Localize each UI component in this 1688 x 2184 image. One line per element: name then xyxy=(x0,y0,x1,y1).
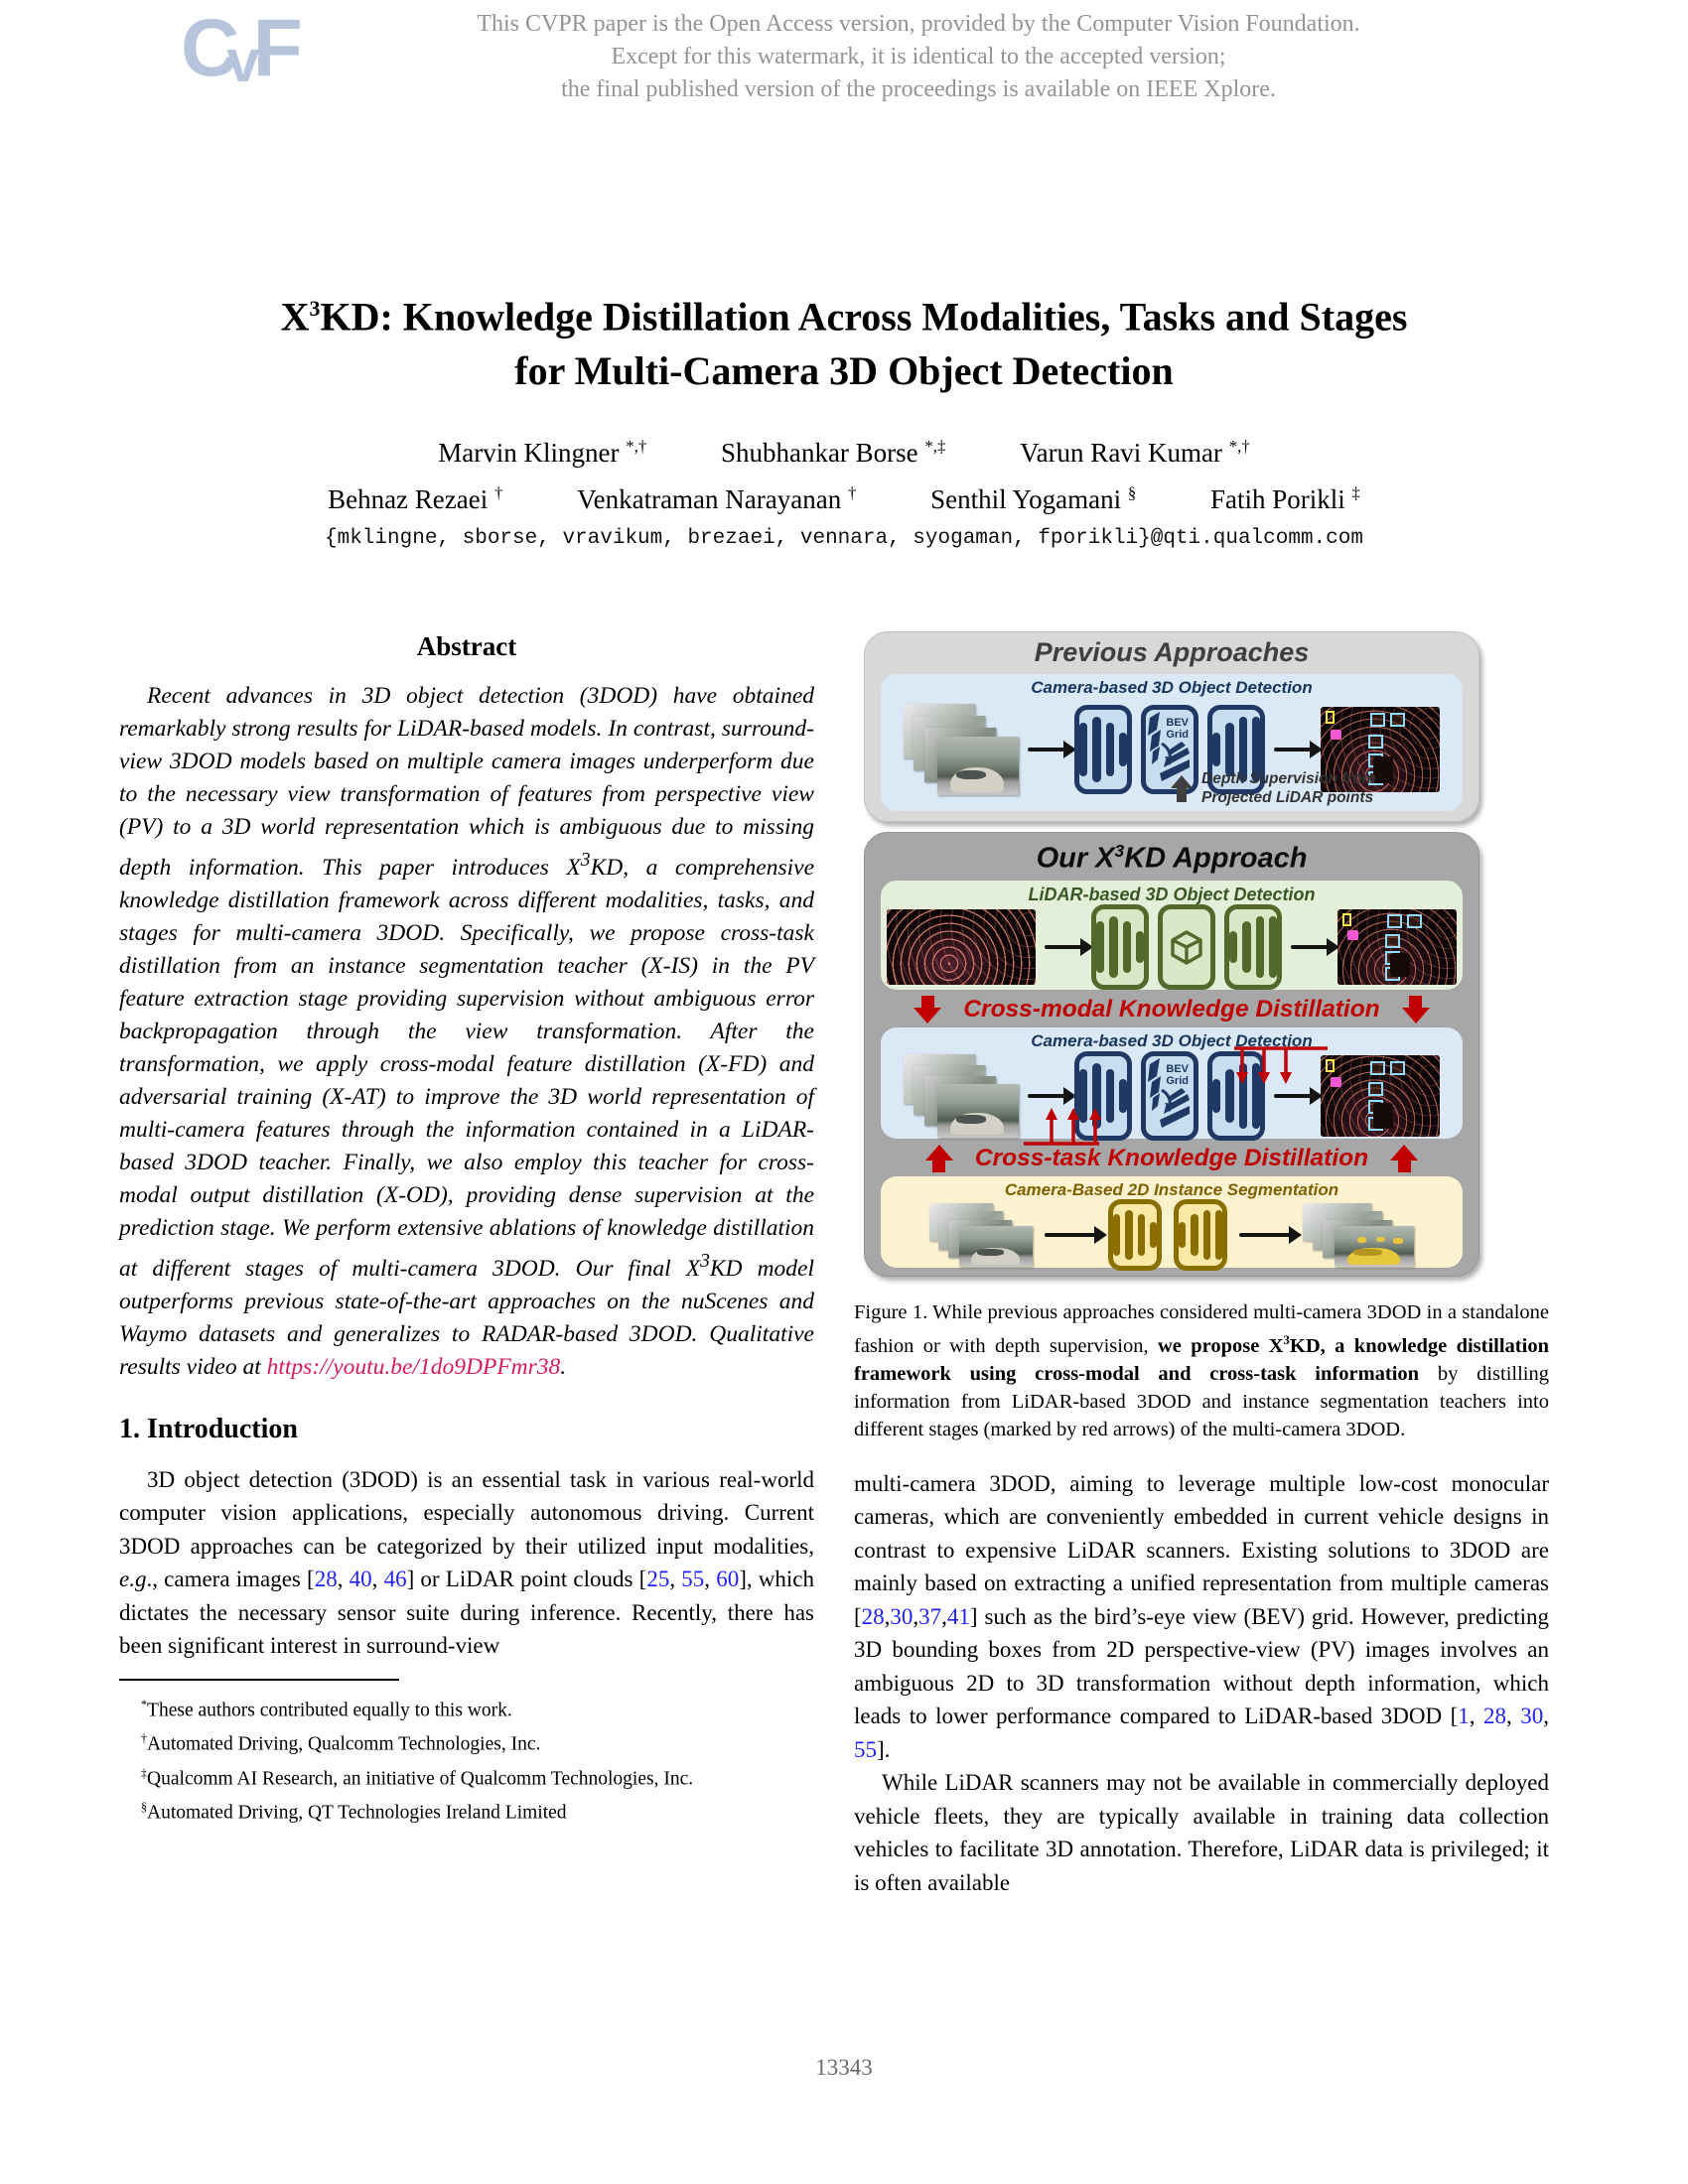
author: Behnaz Rezaei † xyxy=(328,483,503,514)
footnote-rule xyxy=(119,1679,399,1681)
lidar-3dod-label: LiDAR-based 3D Object Detection xyxy=(1028,885,1316,904)
citation-link[interactable]: 60 xyxy=(716,1567,740,1592)
citation-link[interactable]: 55 xyxy=(854,1736,877,1762)
paper-title xyxy=(0,281,1688,398)
authors-row-1 xyxy=(0,437,1688,469)
footnote: *These authors contributed equally to this work. xyxy=(141,1697,512,1721)
page-number: 13343 xyxy=(815,2055,873,2080)
up-arrow-icon xyxy=(1171,775,1193,802)
footnote: §Automated Driving, QT Technologies Ireland Limited xyxy=(141,1800,567,1824)
citation-link[interactable]: 55 xyxy=(681,1567,705,1592)
citation-link[interactable]: 40 xyxy=(349,1567,372,1592)
citation-link[interactable]: 46 xyxy=(383,1567,407,1592)
camera-image-stack xyxy=(904,1054,1019,1138)
detection-output-image xyxy=(1337,909,1457,985)
author: Fatih Porikli ‡ xyxy=(1210,483,1360,514)
right-arrow-icon xyxy=(1028,1094,1065,1098)
citation-link[interactable]: 30 xyxy=(1520,1704,1544,1729)
previous-approaches-panel xyxy=(864,631,1479,822)
down-arrow-icon xyxy=(914,996,941,1024)
footnote: †Automated Driving, Qualcomm Technologies, Inc. xyxy=(141,1731,541,1755)
footnote: ‡Qualcomm AI Research, an initiative of Qualcomm Technologies, Inc. xyxy=(141,1765,694,1790)
lidar-3dod-flow xyxy=(881,906,1463,988)
cross-modal-kd-row xyxy=(865,992,1478,1027)
right-arrow-icon xyxy=(1045,1233,1096,1237)
right-arrow-icon xyxy=(1028,748,1065,751)
camera-image-stack xyxy=(904,704,1019,795)
authors-row-2 xyxy=(0,483,1688,515)
author: Shubhankar Borse *,‡ xyxy=(720,437,946,468)
x3kd-approach-panel xyxy=(864,832,1479,1277)
detection-output-image xyxy=(1321,1055,1440,1137)
camera-3dod-student-subpanel xyxy=(881,1027,1463,1139)
up-arrow-icon xyxy=(925,1145,953,1172)
abstract-heading: Abstract xyxy=(416,631,517,661)
citation-link[interactable]: 28 xyxy=(861,1603,885,1629)
body-paragraph: While LiDAR scanners may not be available in commercially deployed vehicle fleets, they are typically available in training data collection vehicles to facilitate 3D annotation. Therefore, LiDAR data is privileged; it is often available xyxy=(854,1770,1549,1895)
citation-link[interactable]: 41 xyxy=(946,1603,970,1629)
watermark-line: Except for this watermark, it is identical to the accepted version; xyxy=(611,44,1226,69)
voxel-cube-icon xyxy=(1158,904,1215,990)
camera-3dod-label: Camera-based 3D Object Detection xyxy=(1031,1031,1313,1050)
author: Varun Ravi Kumar *,† xyxy=(1020,437,1250,468)
right-arrow-icon xyxy=(1291,945,1329,949)
authors-email[interactable]: {mklingne, sborse, vravikum, brezaei, vennara, syogaman, fporikli}@qti.qualcomm.com xyxy=(325,527,1363,550)
author: Senthil Yogamani § xyxy=(930,483,1137,514)
detection-box xyxy=(1326,711,1335,724)
cross-task-kd-row xyxy=(865,1141,1478,1176)
camera-3dod-label: Camera-based 3D Object Detection xyxy=(1031,678,1313,697)
author: Venkatraman Narayanan † xyxy=(577,483,857,514)
author: Marvin Klingner *,† xyxy=(438,437,647,468)
up-arrow-icon xyxy=(1390,1145,1418,1172)
paper-title-line2: for Multi-Camera 3D Object Detection xyxy=(514,348,1174,394)
open-access-watermark xyxy=(149,8,1688,106)
right-arrow-icon xyxy=(1239,1233,1291,1237)
x3kd-approach-title: Our $X^3KD$ Approach xyxy=(1036,841,1308,875)
instance-seg-label: Camera-Based 2D Instance Segmentation xyxy=(1004,1180,1339,1199)
figure-1 xyxy=(864,631,1479,1277)
right-arrow-icon xyxy=(1274,1094,1312,1098)
external-link[interactable]: https://youtu.be/1do9DPFmr38 xyxy=(266,1353,561,1380)
depth-supervision-note: Depth Supervision from Projected LiDAR points xyxy=(1171,769,1376,807)
cross-task-kd-label: Cross-task Knowledge Distillation xyxy=(974,1145,1369,1171)
introduction-paragraph: 3D object detection (3DOD) is an essential task in various real-world computer vision applications, especially autonomous driving. Current 3DOD approaches can be categorized by their utilized input modalities, e.g., camera images [28, 40, 46] or LiDAR point clouds [25, 55, 60], which dictates the necessary sensor suite during inference. Recently, there has been significant interest in surround-view xyxy=(119,1466,815,1659)
citation-link[interactable]: 25 xyxy=(646,1567,670,1592)
lidar-pointcloud-image xyxy=(887,909,1036,985)
watermark-line: This CVPR paper is the Open Access version, provided by the Computer Vision Foundation. xyxy=(477,11,1360,37)
detection-box xyxy=(1331,730,1341,740)
camera-3dod-flow xyxy=(881,1052,1463,1140)
citation-link[interactable]: 30 xyxy=(890,1603,914,1629)
watermark-line: the final published version of the proceedings is available on IEEE Xplore. xyxy=(561,76,1276,102)
right-column xyxy=(854,631,1549,1899)
instance-seg-flow xyxy=(881,1201,1463,1269)
network-decoder-block-icon xyxy=(1224,904,1282,990)
segmented-car-shape xyxy=(1347,1248,1399,1265)
previous-approaches-title: Previous Approaches xyxy=(1034,637,1310,667)
right-arrow-icon xyxy=(1274,748,1312,751)
network-encoder-block-icon xyxy=(1074,705,1132,794)
citation-link[interactable]: 1 xyxy=(1458,1704,1470,1729)
cvf-logo: CvF xyxy=(181,3,298,94)
citation-link[interactable]: 28 xyxy=(314,1567,338,1592)
network-encoder-block-icon xyxy=(1091,904,1149,990)
camera-3dod-subpanel xyxy=(881,674,1463,811)
abstract-paragraph: Recent advances in 3D object detection (3DOD) have obtained remarkably strong results for LiDAR-based models. In contrast, surround-view 3DOD models based on multiple camera images underperform due to the necessary view transformation of features from perspective view (PV) to a 3D world representation which is ambiguous due to missing depth information. This paper introduces $X^3KD$, a comprehensive knowledge distillation framework across different modalities, tasks, and stages for multi-camera 3DOD. Specifically, we propose cross-task distillation from an instance segmentation teacher (X-IS) in the PV feature extraction stage providing supervision without ambiguous error backpropagation through the view transformation. After the transformation, we apply cross-modal feature distillation (X-FD) and adversarial training (X-AT) to improve the 3D world representation of multi-camera features through the information contained in a LiDAR-based 3DOD teacher. Finally, we also employ this teacher for cross-modal output distillation (X-OD), providing dense supervision at the prediction stage. We perform extensive ablations of knowledge distillation at different stages of multi-camera 3DOD. Our final $X^3KD$ model outperforms previous state-of-the-art approaches on the nuScenes and Waymo datasets and generalizes to RADAR-based 3DOD. Qualitative results video at https://youtu.be/1do9DPFmr38. xyxy=(119,683,815,1380)
bev-grid-icon: BEV Grid xyxy=(1141,1051,1198,1141)
down-arrow-icon xyxy=(1402,996,1430,1024)
car-shape xyxy=(950,767,1004,792)
citation-link[interactable]: 37 xyxy=(918,1603,942,1629)
right-arrow-icon xyxy=(1045,945,1082,949)
network-decoder-block-icon xyxy=(1174,1199,1227,1271)
camera-image-stack xyxy=(929,1203,1033,1267)
instance-seg-subpanel xyxy=(881,1176,1463,1268)
network-encoder-block-icon xyxy=(1108,1199,1162,1271)
paper-title-line1: $X^3KD$: Knowledge Distillation Across Modalities, Tasks and Stages xyxy=(280,294,1408,340)
cross-modal-kd-label: Cross-modal Knowledge Distillation xyxy=(963,996,1380,1023)
cross-task-distillation-arrows-icon xyxy=(1022,1100,1117,1146)
left-column xyxy=(119,631,814,1828)
section-heading-introduction: 1. Introduction xyxy=(119,1413,298,1444)
segmentation-output-stack xyxy=(1303,1203,1414,1267)
citation-link[interactable]: 28 xyxy=(1483,1704,1506,1729)
cross-modal-distillation-arrows-icon xyxy=(1224,1042,1336,1092)
body-paragraph: multi-camera 3DOD, aiming to leverage multiple low-cost monocular cameras, which are conveniently embedded in current vehicle designs in contrast to expensive LiDAR scanners. Existing solutions to 3DOD are mainly based on extracting a unified representation from multiple cameras [28,30,37,41] such as the bird’s-eye view (BEV) grid. However, predicting 3D bounding boxes from 2D perspective-view (PV) images involves an ambiguous 2D to 3D transformation without depth information, which leads to lower performance compared to LiDAR-based 3DOD [1, 28, 30, 55]. xyxy=(854,1470,1549,1762)
lidar-3dod-subpanel xyxy=(881,881,1463,990)
bev-grid-icon: BEV Grid xyxy=(1141,705,1198,794)
figure-1-caption: Figure 1. While previous approaches considered multi-camera 3DOD in a standalone fashion or with depth supervision, we propose $X^3KD$, a knowledge distillation framework using cross-modal and cross-task information by distilling information from LiDAR-based 3DOD and instance segmentation teachers into different stages (marked by red arrows) of the multi-camera 3DOD. xyxy=(854,1301,1549,1440)
